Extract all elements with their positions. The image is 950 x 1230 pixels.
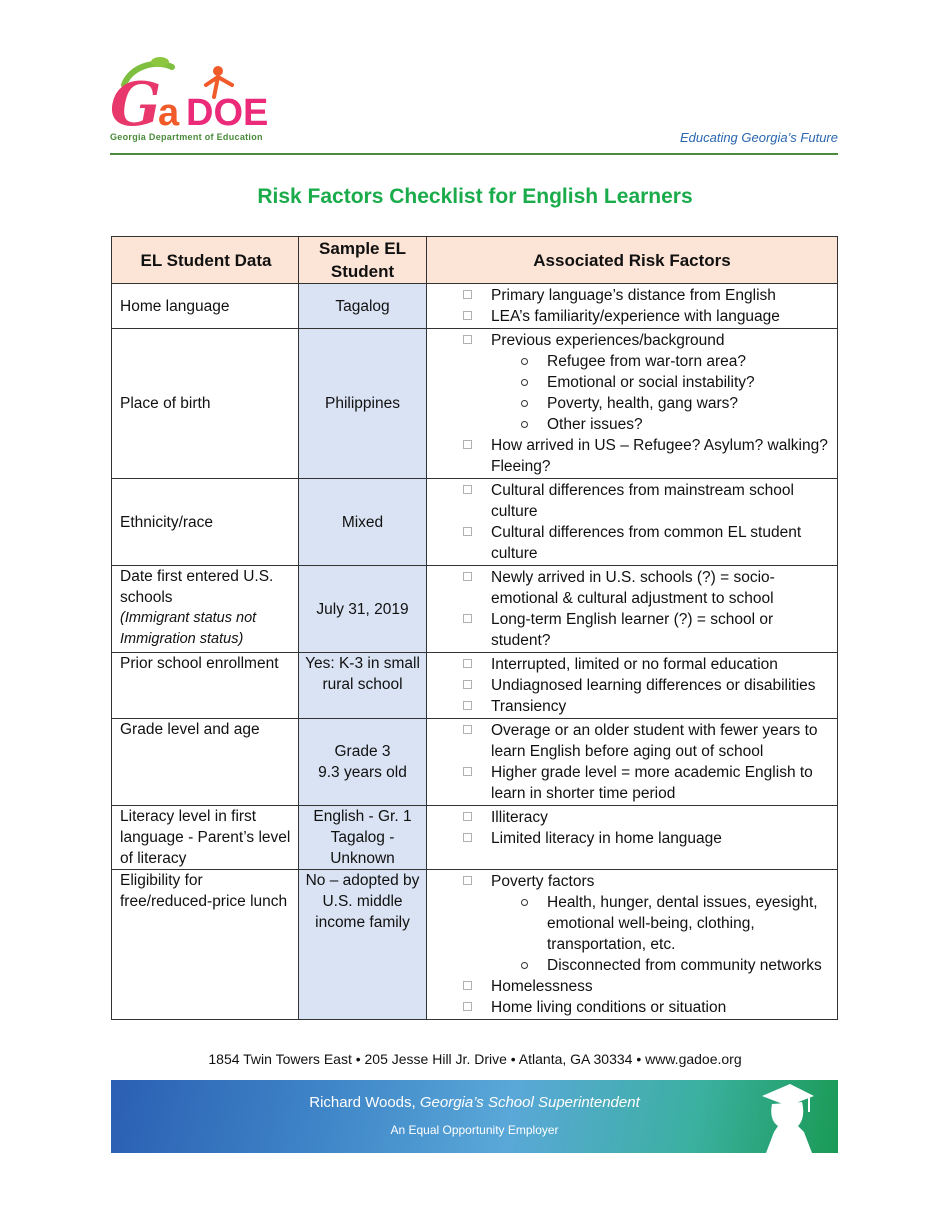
risk-checkbox-item[interactable]: Transiency — [427, 696, 833, 717]
risk-subitem: Refugee from war-torn area? — [491, 351, 833, 372]
row-data: Date first entered U.S. schools — [120, 568, 274, 606]
table-row — [112, 870, 838, 1020]
risk-list — [427, 807, 833, 849]
risk-subitem: Other issues? — [491, 414, 833, 435]
table-row — [112, 284, 838, 329]
risk-text: Previous experiences/background — [491, 332, 725, 349]
row-sample-line: English - Gr. 1 — [313, 808, 412, 825]
superintendent-line — [111, 1094, 838, 1111]
row-sample-line: Tagalog - Unknown — [330, 829, 395, 867]
risk-sublist — [491, 892, 833, 976]
risk-list — [427, 567, 833, 651]
risk-subitem: Emotional or social instability? — [491, 372, 833, 393]
risk-checkbox-item[interactable]: Primary language’s distance from English — [427, 285, 833, 306]
table-row — [112, 719, 838, 806]
row-data: Place of birth — [112, 329, 299, 479]
risk-checkbox-item[interactable]: Cultural differences from common EL student culture — [427, 522, 833, 564]
risk-factors-table — [111, 236, 838, 1020]
risk-list — [427, 871, 833, 1018]
page-title: Risk Factors Checklist for English Learners — [257, 185, 693, 208]
header-el-student-data: EL Student Data — [112, 237, 299, 284]
row-sample-line: 9.3 years old — [318, 764, 407, 781]
row-sample: Philippines — [299, 329, 427, 479]
risk-subitem: Health, hunger, dental issues, eyesight, emotional well-being, clothing, transportation, etc. — [491, 892, 833, 955]
superintendent-name: Richard Woods, — [309, 1094, 420, 1111]
risk-checkbox-item[interactable]: Overage or an older student with fewer years to learn English before aging out of school — [427, 720, 833, 762]
risk-checkbox-item[interactable]: Undiagnosed learning differences or disabilities — [427, 675, 833, 696]
risk-list — [427, 285, 833, 327]
row-sample: July 31, 2019 — [299, 566, 427, 653]
table-row — [112, 479, 838, 566]
logo-tagline: Georgia Department of Education — [110, 132, 263, 142]
risk-list — [427, 720, 833, 804]
risk-checkbox-item[interactable]: Homelessness — [427, 976, 833, 997]
risk-checkbox-item[interactable]: Long-term English learner (?) = school or student? — [427, 609, 833, 651]
employer-statement: An Equal Opportunity Employer — [390, 1123, 559, 1137]
risk-checkbox-item[interactable]: How arrived in US – Refugee? Asylum? walking? Fleeing? — [427, 435, 833, 477]
header-associated-risk-factors: Associated Risk Factors — [427, 237, 838, 284]
risk-checkbox-item[interactable] — [427, 871, 833, 976]
row-data-note: (Immigrant status not Immigration status) — [120, 610, 257, 647]
table-header-row — [112, 237, 838, 284]
risk-checkbox-item[interactable]: Higher grade level = more academic English to learn in shorter time period — [427, 762, 833, 804]
row-sample: Yes: K-3 in small rural school — [299, 653, 427, 719]
risk-list — [427, 480, 833, 564]
table-row — [112, 329, 838, 479]
row-sample: Tagalog — [299, 284, 427, 329]
row-sample: Mixed — [299, 479, 427, 566]
row-data: Grade level and age — [112, 719, 299, 806]
header-sample-el-student — [299, 237, 427, 284]
svg-text:a: a — [158, 92, 180, 134]
footer-banner — [111, 1080, 838, 1153]
svg-text:DOE: DOE — [186, 92, 269, 134]
row-data: Prior school enrollment — [112, 653, 299, 719]
risk-checkbox-item[interactable]: LEA’s familiarity/experience with language — [427, 306, 833, 327]
footer-address: 1854 Twin Towers East • 205 Jesse Hill Jr. Drive • Atlanta, GA 30334 • www.gadoe.org — [208, 1051, 742, 1067]
risk-sublist — [491, 351, 833, 435]
risk-list — [427, 654, 833, 717]
risk-checkbox-item[interactable]: Limited literacy in home language — [427, 828, 833, 849]
risk-checkbox-item[interactable]: Newly arrived in U.S. schools (?) = socio-emotional & cultural adjustment to school — [427, 567, 833, 609]
superintendent-title: Georgia’s School Superintendent — [419, 1094, 640, 1111]
graduate-silhouette-icon — [756, 1080, 816, 1153]
risk-checkbox-item[interactable] — [427, 330, 833, 435]
risk-text: Poverty factors — [491, 873, 595, 890]
risk-checkbox-item[interactable]: Home living conditions or situation — [427, 997, 833, 1018]
risk-list — [427, 330, 833, 477]
risk-checkbox-item[interactable]: Cultural differences from mainstream school culture — [427, 480, 833, 522]
header-rule — [110, 153, 838, 155]
row-data: Ethnicity/race — [112, 479, 299, 566]
header-motto: Educating Georgia’s Future — [679, 130, 838, 145]
table-row — [112, 653, 838, 719]
row-data: Home language — [112, 284, 299, 329]
risk-checkbox-item[interactable]: Illiteracy — [427, 807, 833, 828]
risk-subitem: Disconnected from community networks — [491, 955, 833, 976]
risk-subitem: Poverty, health, gang wars? — [491, 393, 833, 414]
risk-checkbox-item[interactable]: Interrupted, limited or no formal education — [427, 654, 833, 675]
table-row — [112, 806, 838, 870]
svg-text:G: G — [110, 70, 162, 140]
row-sample: No – adopted by U.S. middle income family — [299, 870, 427, 1020]
table-row — [112, 566, 838, 653]
header-sample-label: Sample EL Student — [319, 239, 406, 281]
row-sample-line: Grade 3 — [334, 743, 391, 760]
row-data: Eligibility for free/reduced-price lunch — [112, 870, 299, 1020]
row-data: Literacy level in first language - Parent’s level of literacy — [112, 806, 299, 870]
